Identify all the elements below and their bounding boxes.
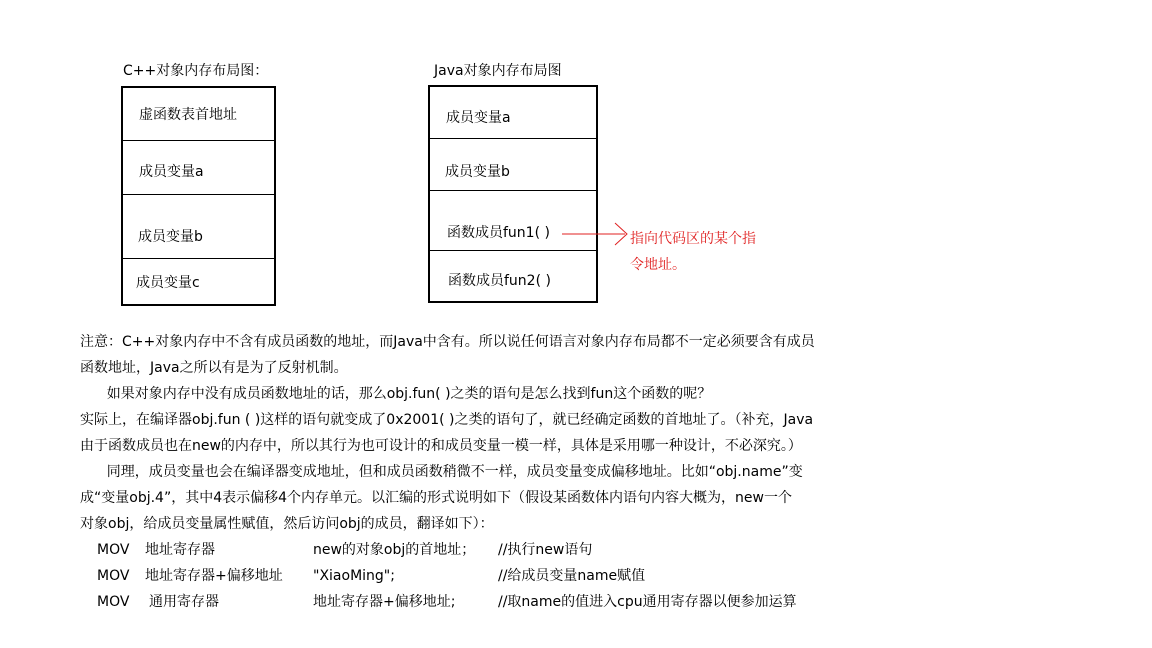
- java-cell-member-b-label: 成员变量b: [445, 164, 510, 180]
- asm-line: [0, 593, 1152, 611]
- asm-comment: //取name的值进入cpu通用寄存器以便参加运算: [498, 594, 797, 610]
- java-diagram-title: Java对象内存布局图: [434, 63, 562, 79]
- java-cell-fun1: [430, 191, 596, 251]
- cpp-diagram-title: C++对象内存布局图：: [123, 63, 269, 79]
- cpp-cell-member-b: [123, 195, 274, 259]
- cpp-cell-member-b-label: 成员变量b: [138, 229, 203, 245]
- java-cell-fun2-label: 函数成员fun2( ): [448, 273, 551, 289]
- asm-op: MOV: [97, 568, 130, 584]
- java-cell-fun2: [430, 251, 596, 301]
- asm-dst: 地址寄存器+偏移地址: [145, 568, 283, 584]
- asm-dst: 地址寄存器: [145, 542, 215, 558]
- cpp-cell-vtable-label: 虚函数表首地址: [139, 107, 237, 123]
- java-cell-member-a-label: 成员变量a: [446, 110, 511, 126]
- asm-comment: //给成员变量name赋值: [498, 568, 646, 584]
- cpp-cell-member-c-label: 成员变量c: [136, 275, 200, 291]
- paragraph-line: 如果对象内存中没有成员函数地址的话，那么obj.fun( )之类的语句是怎么找到fun这个函数的呢？: [80, 386, 712, 402]
- java-cell-fun1-label: 函数成员fun1( ): [447, 225, 550, 241]
- paragraph-line: 成“变量obj.4”，其中4表示偏移4个内存单元。以汇编的形式说明如下（假设某函数体内语句内容大概为，new一个: [80, 490, 792, 506]
- paragraph-line: 函数地址，Java之所以有是为了反射机制。: [80, 360, 348, 376]
- cpp-cell-member-a: [123, 141, 274, 195]
- fun1-annotation-line2: 令地址。: [630, 257, 686, 273]
- paragraph-line: 注意：C++对象内存中不含有成员函数的地址，而Java中含有。所以说任何语言对象内存布局都不一定必须要含有成员: [80, 334, 815, 350]
- paragraph-line: 同理，成员变量也会在编译器变成地址，但和成员函数稍微不一样，成员变量变成偏移地址。比如“obj.name”变: [80, 464, 803, 480]
- asm-dst: 通用寄存器: [149, 594, 219, 610]
- java-cell-member-b: [430, 139, 596, 191]
- fun1-annotation-line1: 指向代码区的某个指: [630, 231, 756, 247]
- java-memory-layout-box: [428, 85, 598, 303]
- asm-op: MOV: [97, 542, 130, 558]
- paragraph-line: 实际上，在编译器obj.fun ( )这样的语句就变成了0x2001( )之类的语句了，就已经确定函数的首地址了。（补充，Java: [80, 412, 814, 428]
- cpp-cell-vtable: [123, 88, 274, 141]
- paragraph-line: 对象obj，给成员变量属性赋值，然后访问obj的成员，翻译如下）：: [80, 516, 494, 532]
- asm-line: [0, 567, 1152, 585]
- fun1-annotation: [630, 226, 756, 278]
- cpp-cell-member-a-label: 成员变量a: [139, 164, 204, 180]
- java-cell-member-a: [430, 87, 596, 139]
- cpp-memory-layout-box: [121, 86, 276, 306]
- asm-src: "XiaoMing";: [313, 568, 395, 584]
- asm-comment: //执行new语句: [498, 542, 593, 558]
- asm-src: new的对象obj的首地址；: [313, 542, 476, 558]
- asm-op: MOV: [97, 594, 130, 610]
- asm-line: [0, 541, 1152, 559]
- paragraph-line: 由于函数成员也在new的内存中，所以其行为也可设计的和成员变量一模一样，具体是采用哪一种设计，不必深究。）: [80, 438, 802, 454]
- asm-src: 地址寄存器+偏移地址;: [313, 594, 456, 610]
- cpp-cell-member-c: [123, 259, 274, 304]
- arrow-head: [615, 223, 627, 245]
